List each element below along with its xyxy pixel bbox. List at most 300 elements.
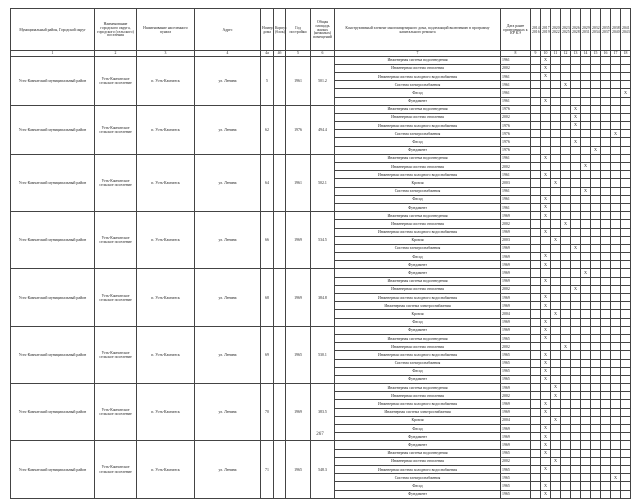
last-repair-year-cell: 1969 [501, 400, 531, 408]
period-mark-cell [581, 474, 591, 482]
period-mark-cell [621, 64, 631, 72]
element-name-cell: Инженерная система отопления [335, 343, 501, 351]
period-mark-cell [611, 97, 621, 105]
period-mark-cell [601, 97, 611, 105]
table-row [11, 212, 631, 220]
element-name-cell: Инженерная система водоотведения [335, 56, 501, 64]
building-block-cell [274, 105, 286, 154]
column-number: 1 [11, 51, 95, 57]
period-mark-cell [611, 89, 621, 97]
header-total-area: Общая площадь жилых (нежилых) помещений [311, 9, 335, 51]
period-mark-cell [591, 326, 601, 334]
header-settlement: Наименование городского округа, городского (сельского) поселения [95, 9, 137, 51]
period-mark-cell [551, 72, 561, 80]
period-mark-cell [591, 482, 601, 490]
element-name-cell: Фундамент [335, 441, 501, 449]
period-mark-cell [571, 302, 581, 310]
last-repair-year-cell: 2002 [501, 163, 531, 171]
address-cell: ул. Ленина [195, 441, 261, 498]
period-mark-cell [591, 105, 601, 113]
locality-cell: п. Усть-Камчатск [137, 105, 195, 154]
period-mark-cell: X [541, 212, 551, 220]
period-mark-cell [611, 138, 621, 146]
table-row [11, 154, 631, 162]
period-mark-cell [571, 203, 581, 211]
period-mark-cell [581, 465, 591, 473]
period-mark-cell [611, 187, 621, 195]
period-mark-cell [551, 277, 561, 285]
period-mark-cell [531, 122, 541, 130]
year-built-cell: 1969 [286, 384, 311, 441]
last-repair-year-cell: 2002 [501, 343, 531, 351]
period-mark-cell [531, 416, 541, 424]
period-mark-cell [621, 367, 631, 375]
period-mark-cell [561, 416, 571, 424]
column-number: 5 [286, 51, 311, 57]
locality-cell: п. Усть-Камчатск [137, 154, 195, 211]
period-mark-cell [571, 351, 581, 359]
period-mark-cell [581, 171, 591, 179]
header-period: 2020 2022 [551, 9, 561, 51]
last-repair-year-cell: 1965 [501, 367, 531, 375]
period-mark-cell [541, 89, 551, 97]
last-repair-year-cell: 1961 [501, 56, 531, 64]
last-repair-year-cell: 2004 [501, 310, 531, 318]
period-mark-cell [581, 490, 591, 498]
period-mark-cell [571, 490, 581, 498]
period-mark-cell [601, 294, 611, 302]
period-mark-cell [561, 408, 571, 416]
element-name-cell: Кровля [335, 179, 501, 187]
period-mark-cell [581, 220, 591, 228]
element-name-cell: Инженерная система холодного водоснабжения [335, 351, 501, 359]
period-mark-cell [601, 302, 611, 310]
period-mark-cell [591, 56, 601, 64]
element-name-cell: Фасад [335, 425, 501, 433]
period-mark-cell [571, 326, 581, 334]
period-mark-cell [591, 171, 601, 179]
column-number: 10 [541, 51, 551, 57]
period-mark-cell [551, 302, 561, 310]
period-mark-cell [581, 212, 591, 220]
period-mark-cell [601, 163, 611, 171]
period-mark-cell [551, 474, 561, 482]
period-mark-cell [611, 163, 621, 171]
period-mark-cell [541, 130, 551, 138]
period-mark-cell: X [581, 187, 591, 195]
period-mark-cell [611, 269, 621, 277]
house-number-cell: 5 [261, 56, 274, 105]
period-mark-cell [551, 318, 561, 326]
period-mark-cell [531, 474, 541, 482]
period-mark-cell [591, 89, 601, 97]
period-mark-cell: X [541, 334, 551, 342]
header-period: 2029 2031 [581, 9, 591, 51]
period-mark-cell [621, 236, 631, 244]
page-number: 267 [316, 432, 324, 437]
period-mark-cell [601, 122, 611, 130]
period-mark-cell: X [541, 277, 551, 285]
period-mark-cell [561, 334, 571, 342]
period-mark-cell [581, 416, 591, 424]
period-mark-cell [551, 146, 561, 154]
column-number: 2 [95, 51, 137, 57]
element-name-cell: Фасад [335, 195, 501, 203]
period-mark-cell [601, 89, 611, 97]
period-mark-cell [611, 203, 621, 211]
last-repair-year-cell: 1969 [501, 253, 531, 261]
period-mark-cell [531, 490, 541, 498]
period-mark-cell [561, 384, 571, 392]
period-mark-cell: X [541, 64, 551, 72]
period-mark-cell [581, 343, 591, 351]
period-mark-cell: X [541, 56, 551, 64]
program-sheet [10, 8, 630, 499]
period-mark-cell [541, 343, 551, 351]
locality-cell: п. Усть-Камчатск [137, 441, 195, 498]
period-mark-cell [571, 130, 581, 138]
period-mark-cell [611, 261, 621, 269]
period-mark-cell [601, 326, 611, 334]
period-mark-cell [591, 375, 601, 383]
element-name-cell: Кровля [335, 310, 501, 318]
period-mark-cell [561, 474, 571, 482]
period-mark-cell [571, 154, 581, 162]
period-mark-cell [531, 302, 541, 310]
period-mark-cell [551, 203, 561, 211]
period-mark-cell [561, 212, 571, 220]
period-mark-cell: X [541, 253, 551, 261]
period-mark-cell [581, 138, 591, 146]
table-row [11, 441, 631, 449]
element-name-cell: Система электроснабжения [335, 130, 501, 138]
period-mark-cell [571, 195, 581, 203]
period-mark-cell [591, 195, 601, 203]
header-period: 2023 2025 [561, 9, 571, 51]
period-mark-cell [541, 236, 551, 244]
period-mark-cell [601, 195, 611, 203]
period-mark-cell [611, 457, 621, 465]
year-built-cell: 1969 [286, 269, 311, 326]
period-mark-cell [621, 465, 631, 473]
period-mark-cell [561, 228, 571, 236]
period-mark-cell [561, 302, 571, 310]
element-name-cell: Система электроснабжения [335, 359, 501, 367]
period-mark-cell [531, 449, 541, 457]
period-mark-cell: X [551, 416, 561, 424]
locality-cell: п. Усть-Камчатск [137, 212, 195, 269]
period-mark-cell [541, 457, 551, 465]
period-mark-cell [611, 384, 621, 392]
period-mark-cell [591, 261, 601, 269]
period-mark-cell: X [571, 113, 581, 121]
period-mark-cell [571, 343, 581, 351]
period-mark-cell [581, 64, 591, 72]
address-cell: ул. Ленина [195, 154, 261, 211]
period-mark-cell [611, 449, 621, 457]
period-mark-cell [571, 253, 581, 261]
last-repair-year-cell: 1965 [501, 375, 531, 383]
year-built-cell: 1965 [286, 441, 311, 498]
column-number: 4 [195, 51, 261, 57]
element-name-cell: Инженерная система отопления [335, 285, 501, 293]
period-mark-cell [601, 113, 611, 121]
table-row [11, 56, 631, 64]
period-mark-cell: X [541, 425, 551, 433]
last-repair-year-cell: 1969 [501, 441, 531, 449]
period-mark-cell [561, 253, 571, 261]
last-repair-year-cell: 2003 [501, 179, 531, 187]
period-mark-cell [561, 367, 571, 375]
period-mark-cell [531, 179, 541, 187]
period-mark-cell [581, 449, 591, 457]
period-mark-cell [571, 359, 581, 367]
element-name-cell: Инженерная система водоотведения [335, 277, 501, 285]
period-mark-cell [601, 285, 611, 293]
period-mark-cell: X [611, 474, 621, 482]
period-mark-cell [581, 105, 591, 113]
period-mark-cell [611, 195, 621, 203]
header-period: 2026 2028 [571, 9, 581, 51]
district-cell: Усть-Камчатский муниципальный район [11, 212, 95, 269]
period-mark-cell [531, 89, 541, 97]
element-name-cell: Инженерная система отопления [335, 163, 501, 171]
period-mark-cell [541, 244, 551, 252]
period-mark-cell [581, 154, 591, 162]
period-mark-cell [601, 408, 611, 416]
period-mark-cell [611, 81, 621, 89]
period-mark-cell [591, 392, 601, 400]
period-mark-cell: X [541, 400, 551, 408]
last-repair-year-cell: 2002 [501, 113, 531, 121]
period-mark-cell [601, 138, 611, 146]
period-mark-cell [531, 236, 541, 244]
period-mark-cell [561, 64, 571, 72]
period-mark-cell [551, 195, 561, 203]
period-mark-cell [561, 326, 571, 334]
period-mark-cell [581, 277, 591, 285]
period-mark-cell [611, 236, 621, 244]
locality-cell: п. Усть-Камчатск [137, 326, 195, 383]
period-mark-cell [571, 400, 581, 408]
period-mark-cell [561, 441, 571, 449]
district-cell: Усть-Камчатский муниципальный район [11, 384, 95, 441]
period-mark-cell [571, 72, 581, 80]
period-mark-cell [541, 81, 551, 89]
period-mark-cell [601, 351, 611, 359]
period-mark-cell [601, 318, 611, 326]
period-mark-cell [541, 105, 551, 113]
element-name-cell: Система электроснабжения [335, 244, 501, 252]
period-mark-cell [551, 261, 561, 269]
period-mark-cell [591, 236, 601, 244]
period-mark-cell [591, 408, 601, 416]
address-cell: ул. Ленина [195, 269, 261, 326]
period-mark-cell [591, 130, 601, 138]
period-mark-cell [601, 187, 611, 195]
last-repair-year-cell: 1976 [501, 130, 531, 138]
period-mark-cell [581, 89, 591, 97]
period-mark-cell [531, 195, 541, 203]
period-mark-cell [571, 449, 581, 457]
element-name-cell: Фундамент [335, 146, 501, 154]
period-mark-cell [621, 334, 631, 342]
period-mark-cell: X [541, 261, 551, 269]
period-mark-cell [571, 171, 581, 179]
period-mark-cell [551, 408, 561, 416]
period-mark-cell: X [541, 302, 551, 310]
period-mark-cell [621, 146, 631, 154]
period-mark-cell [551, 351, 561, 359]
period-mark-cell: X [571, 138, 581, 146]
last-repair-year-cell: 2003 [501, 236, 531, 244]
period-mark-cell [611, 212, 621, 220]
last-repair-year-cell: 1976 [501, 105, 531, 113]
period-mark-cell [591, 457, 601, 465]
period-mark-cell [581, 367, 591, 375]
element-name-cell: Фундамент [335, 326, 501, 334]
period-mark-cell [561, 244, 571, 252]
period-mark-cell [611, 400, 621, 408]
element-name-cell: Инженерная система холодного водоснабжения [335, 465, 501, 473]
period-mark-cell [551, 490, 561, 498]
period-mark-cell [591, 253, 601, 261]
period-mark-cell: X [541, 465, 551, 473]
column-number: 11 [551, 51, 561, 57]
period-mark-cell [581, 457, 591, 465]
period-mark-cell [531, 253, 541, 261]
period-mark-cell [581, 244, 591, 252]
period-mark-cell: X [541, 482, 551, 490]
total-area-cell: 383.5 [311, 384, 335, 441]
period-mark-cell [601, 343, 611, 351]
element-name-cell: Инженерная система водоотведения [335, 449, 501, 457]
period-mark-cell [551, 154, 561, 162]
settlement-cell: Усть-Камчатское сельское поселение [95, 105, 137, 154]
period-mark-cell: X [581, 163, 591, 171]
period-mark-cell [601, 465, 611, 473]
column-number: 16 [601, 51, 611, 57]
period-mark-cell [551, 367, 561, 375]
period-mark-cell [571, 310, 581, 318]
period-mark-cell [591, 302, 601, 310]
period-mark-cell [551, 326, 561, 334]
last-repair-year-cell: 1965 [501, 449, 531, 457]
period-mark-cell [571, 163, 581, 171]
period-mark-cell: X [571, 122, 581, 130]
period-mark-cell [591, 244, 601, 252]
period-mark-cell [591, 441, 601, 449]
period-mark-cell [531, 285, 541, 293]
period-mark-cell [571, 97, 581, 105]
period-mark-cell [561, 130, 571, 138]
period-mark-cell: X [541, 195, 551, 203]
period-mark-cell [561, 449, 571, 457]
period-mark-cell [601, 367, 611, 375]
period-mark-cell [601, 212, 611, 220]
element-name-cell: Инженерная система водоотведения [335, 105, 501, 113]
element-name-cell: Фасад [335, 138, 501, 146]
period-mark-cell [531, 154, 541, 162]
period-mark-cell [591, 294, 601, 302]
period-mark-cell [581, 113, 591, 121]
period-mark-cell [551, 343, 561, 351]
period-mark-cell [531, 56, 541, 64]
house-number-cell: 70 [261, 384, 274, 441]
period-mark-cell [531, 441, 541, 449]
period-mark-cell [611, 326, 621, 334]
period-mark-cell [551, 64, 561, 72]
district-cell: Усть-Камчатский муниципальный район [11, 269, 95, 326]
period-mark-cell: X [541, 375, 551, 383]
period-mark-cell: X [551, 457, 561, 465]
period-mark-cell [611, 465, 621, 473]
period-mark-cell [621, 441, 631, 449]
period-mark-cell [601, 441, 611, 449]
period-mark-cell [561, 392, 571, 400]
header-element: Конструктивный элемент многоквартирного дома, подлежащий включению в программу капитального ремонта [335, 9, 501, 51]
period-mark-cell [621, 154, 631, 162]
period-mark-cell [581, 482, 591, 490]
header-period: 2038 2040 [611, 9, 621, 51]
header-address: Адрес [195, 9, 261, 51]
house-number-cell: 68 [261, 269, 274, 326]
header-district: Муниципальный район, Городской округ [11, 9, 95, 51]
total-area-cell: 530.1 [311, 326, 335, 383]
district-cell: Усть-Камчатский муниципальный район [11, 105, 95, 154]
period-mark-cell [601, 146, 611, 154]
period-mark-cell [531, 334, 541, 342]
period-mark-cell [601, 416, 611, 424]
last-repair-year-cell: 2002 [501, 392, 531, 400]
element-name-cell: Инженерная система холодного водоснабжения [335, 228, 501, 236]
period-mark-cell [551, 97, 561, 105]
district-cell: Усть-Камчатский муниципальный район [11, 326, 95, 383]
year-built-cell: 1961 [286, 154, 311, 211]
period-mark-cell [591, 277, 601, 285]
period-mark-cell [591, 64, 601, 72]
period-mark-cell [611, 253, 621, 261]
period-mark-cell [531, 212, 541, 220]
period-mark-cell [551, 465, 561, 473]
period-mark-cell: X [541, 228, 551, 236]
period-mark-cell [611, 113, 621, 121]
period-mark-cell [621, 343, 631, 351]
period-mark-cell [561, 154, 571, 162]
period-mark-cell [591, 449, 601, 457]
header-row [11, 9, 631, 51]
element-name-cell: Инженерная система отопления [335, 113, 501, 121]
period-mark-cell [531, 400, 541, 408]
last-repair-year-cell: 1969 [501, 269, 531, 277]
last-repair-year-cell: 1961 [501, 203, 531, 211]
period-mark-cell [601, 228, 611, 236]
element-name-cell: Инженерная система электроснабжения [335, 408, 501, 416]
period-mark-cell [571, 334, 581, 342]
period-mark-cell [581, 228, 591, 236]
last-repair-year-cell: 1965 [501, 359, 531, 367]
period-mark-cell [531, 220, 541, 228]
element-name-cell: Фундамент [335, 269, 501, 277]
period-mark-cell [621, 400, 631, 408]
period-mark-cell [591, 269, 601, 277]
last-repair-year-cell: 1969 [501, 425, 531, 433]
period-mark-cell [621, 220, 631, 228]
last-repair-year-cell: 1965 [501, 474, 531, 482]
element-name-cell: Кровля [335, 416, 501, 424]
period-mark-cell [531, 138, 541, 146]
total-area-cell: 548.3 [311, 441, 335, 498]
